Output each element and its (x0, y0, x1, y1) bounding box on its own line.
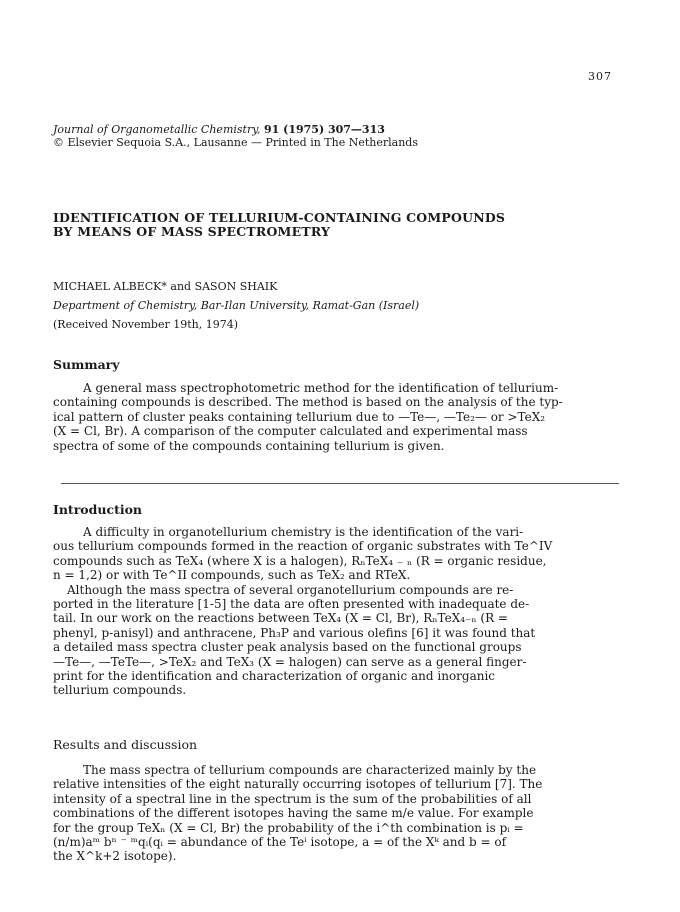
journal-name: Journal of Organometallic Chemistry, (53, 123, 261, 136)
text-line: A difficulty in organotellurium chemistry is the identification of the vari- (83, 525, 524, 539)
received-date: (Received November 19th, 1974) (53, 318, 239, 331)
results-paragraph (53, 763, 623, 864)
text-line: ical pattern of cluster peaks containing tellurium due to —Te—, —Te₂— or >TeX₂ (53, 409, 546, 424)
affiliation: Department of Chemistry, Bar-Ilan University, Ramat-Gan (Israel) (53, 299, 420, 312)
text-line: containing compounds is described. The method is based on the analysis of the typ- (53, 395, 563, 410)
text-line: relative intensities of the eight naturally occurring isotopes of tellurium [7]. The (53, 777, 543, 792)
text-line: a detailed mass spectra cluster peak analysis based on the functional groups (53, 640, 522, 655)
text-line: compounds such as TeX₄ (where X is a halogen), RₙTeX₄ ₋ ₙ (R = organic residue, (53, 553, 547, 568)
title-line-1: IDENTIFICATION OF TELLURIUM-CONTAINING COMPOUNDS (53, 210, 506, 225)
text-line: A general mass spectrophotometric method for the identification of tellurium- (83, 381, 559, 395)
text-line: n = 1,2) or with Te^II compounds, such as TeX₂ and RTeX. (53, 568, 411, 583)
text-line: print for the identification and characterization of organic and inorganic (53, 669, 496, 684)
text-line: tail. In our work on the reactions between TeX₄ (X = Cl, Br), RₙTeX₄₋ₙ (R = (53, 611, 508, 626)
author-block (53, 277, 419, 334)
text-line: phenyl, p-anisyl) and anthracene, Ph₃P and various olefins [6] it was found that (53, 625, 536, 640)
text-line: ported in the literature [1-5] the data are often presented with inadequate de- (53, 597, 530, 612)
journal-volume: 91 (1975) 307—313 (263, 123, 385, 136)
text-line: tellurium compounds. (53, 683, 187, 698)
summary-paragraph (53, 381, 623, 453)
title-line-2: BY MEANS OF MASS SPECTROMETRY (53, 224, 331, 239)
text-line: (X = Cl, Br). A comparison of the computer calculated and experimental mass (53, 424, 528, 439)
journal-citation (53, 123, 418, 149)
results-heading: Results and discussion (53, 737, 198, 752)
introduction-paragraph (53, 525, 623, 698)
text-line: the X^k+2 isotope). (53, 849, 177, 864)
text-line: ous tellurium compounds formed in the reaction of organic substrates with Te^IV (53, 539, 553, 554)
text-line: spectra of some of the compounds containing tellurium is given. (53, 438, 445, 453)
text-line: The mass spectra of tellurium compounds are characterized mainly by the (83, 763, 537, 777)
text-line: for the group TeXₙ (X = Cl, Br) the probability of the i^th combination is pᵢ = (53, 820, 524, 835)
introduction-heading: Introduction (53, 502, 143, 517)
article-title (53, 211, 613, 239)
summary-heading: Summary (53, 357, 120, 372)
publisher-line: © Elsevier Sequoia S.A., Lausanne — Printed in The Netherlands (53, 136, 418, 149)
text-line: intensity of a spectral line in the spectrum is the sum of the probabilities of all (53, 791, 532, 806)
text-line: (n/m)aᵐ bⁿ ⁻ ᵐqᵢ(qᵢ = abundance of the Teⁱ isotope, a = of the Xᵏ and b = of (53, 835, 507, 850)
page-number: 307 (588, 70, 612, 83)
text-line: combinations of the different isotopes having the same m/e value. For example (53, 806, 534, 821)
section-divider (61, 483, 619, 484)
text-line: Although the mass spectra of several organotellurium compounds are re- (67, 582, 514, 597)
text-line: —Te—, —TeTe—, >TeX₂ and TeX₃ (X = halogen) can serve as a general finger- (53, 654, 527, 669)
author-names: MICHAEL ALBECK* and SASON SHAIK (53, 280, 278, 293)
